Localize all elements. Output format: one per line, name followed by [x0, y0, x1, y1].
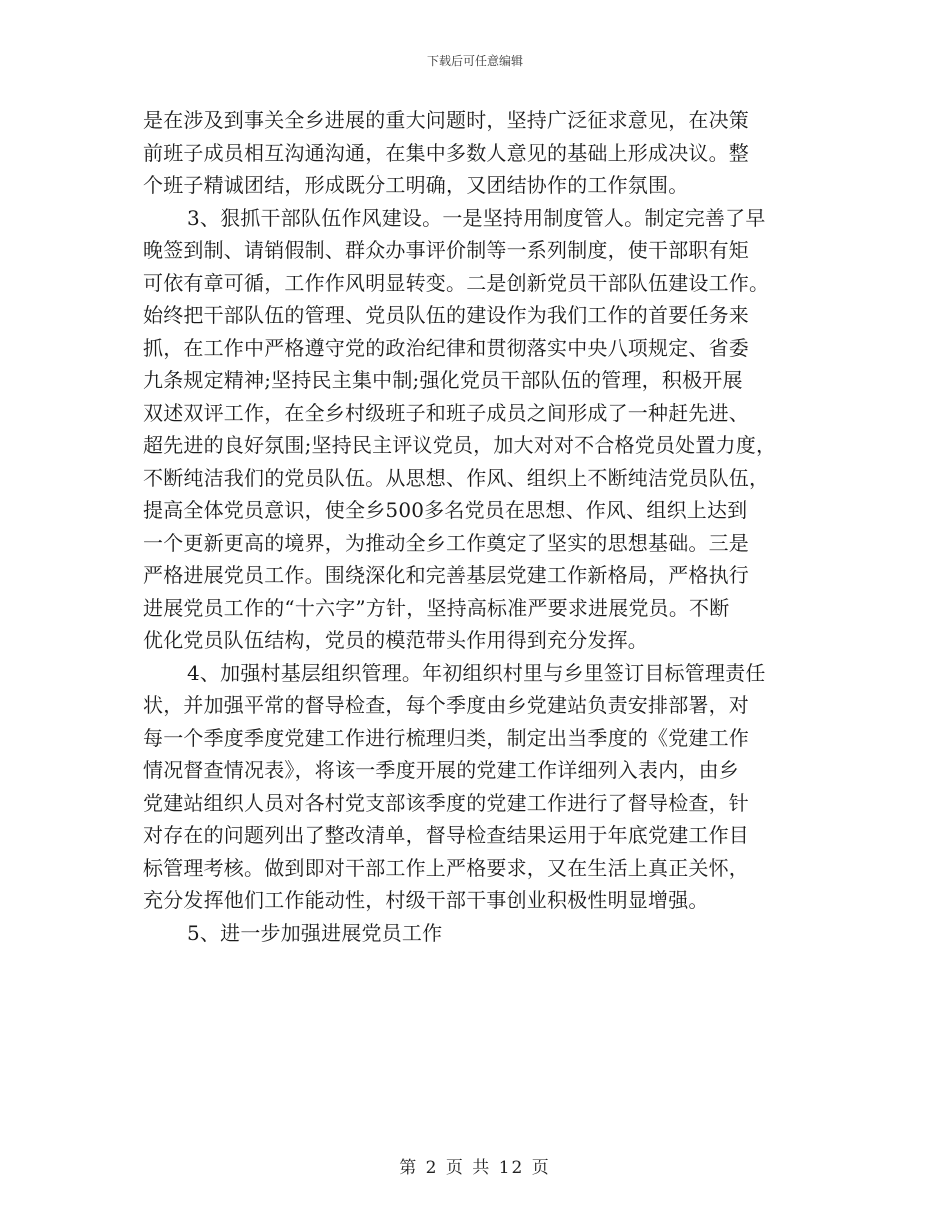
text-line: 前班子成员相互沟通沟通，在集中多数人意见的基础上形成决议。整 [143, 140, 749, 165]
text-line: 3、狠抓干部队伍作风建设。一是坚持用制度管人。制定完善了早 [187, 205, 766, 230]
text-line: 党建站组织人员对各村党支部该季度的党建工作进行了督导检查，针 [143, 790, 749, 815]
text-line: 严格进展党员工作。围绕深化和完善基层党建工作新格局，严格执行 [143, 563, 749, 587]
text-line: 是在涉及到事关全乡进展的重大问题时，坚持广泛征求意见，在决策 [143, 108, 749, 132]
text-line: 超先进的良好氛围;坚持民主评议党员，加大对对不合格党员处置力度， [143, 433, 777, 457]
text-line: 九条规定精神;坚持民主集中制;强化党员干部队伍的管理，积极开展 [143, 368, 743, 392]
document-body [143, 104, 823, 949]
text-line: 情况督查情况表》，将该一季度开展的党建工作详细列入表内，由乡 [143, 758, 739, 782]
text-line: 双述双评工作，在全乡村级班子和班子成员之间形成了一种赶先进、 [143, 400, 749, 425]
text-line: 5、进一步加强进展党员工作 [187, 920, 443, 945]
text-line: 对存在的问题列出了整改清单，督导检查结果运用于年底党建工作目 [143, 823, 749, 847]
text-line: 提高全体党员意识，使全乡500多名党员在思想、作风、组织上达到 [143, 498, 748, 522]
text-line: 可依有章可循，工作作风明显转变。二是创新党员干部队伍建设工作。 [143, 270, 770, 295]
text-line: 充分发挥他们工作能动性，村级干部干事创业积极性明显增强。 [143, 888, 709, 912]
text-line: 状，并加强平常的督导检查，每个季度由乡党建站负责安排部署，对 [143, 693, 749, 717]
text-line: 始终把干部队伍的管理、党员队伍的建设作为我们工作的首要任务来 [143, 303, 749, 327]
text-line: 标管理考核。做到即对干部工作上严格要求，又在生活上真正关怀， [143, 855, 749, 880]
text-line: 一个更新更高的境界，为推动全乡工作奠定了坚实的思想基础。三是 [143, 530, 749, 555]
text-line: 优化党员队伍结构，党员的模范带头作用得到充分发挥。 [143, 628, 648, 652]
text-line: 抓，在工作中严格遵守党的政治纪律和贯彻落实中央八项规定、省委 [143, 335, 749, 360]
page-number-footer: 第 2 页 共 12 页 [399, 1158, 551, 1178]
text-line: 进展党员工作的“十六字”方针，坚持高标准严要求进展党员。不断 [143, 595, 730, 620]
text-line: 不断纯洁我们的党员队伍。从思想、作风、组织上不断纯洁党员队伍， [143, 465, 770, 490]
text-line: 4、加强村基层组织管理。年初组织村里与乡里签订目标管理责任 [187, 660, 766, 685]
text-line: 晚签到制、请销假制、群众办事评价制等一系列制度，使干部职有矩 [143, 238, 749, 262]
text-line: 个班子精诚团结，形成既分工明确，又团结协作的工作氛围。 [143, 173, 689, 197]
header-note: 下载后可任意编辑 [426, 54, 523, 68]
text-line: 每一个季度季度党建工作进行梳理归类，制定出当季度的《党建工作 [143, 725, 749, 750]
